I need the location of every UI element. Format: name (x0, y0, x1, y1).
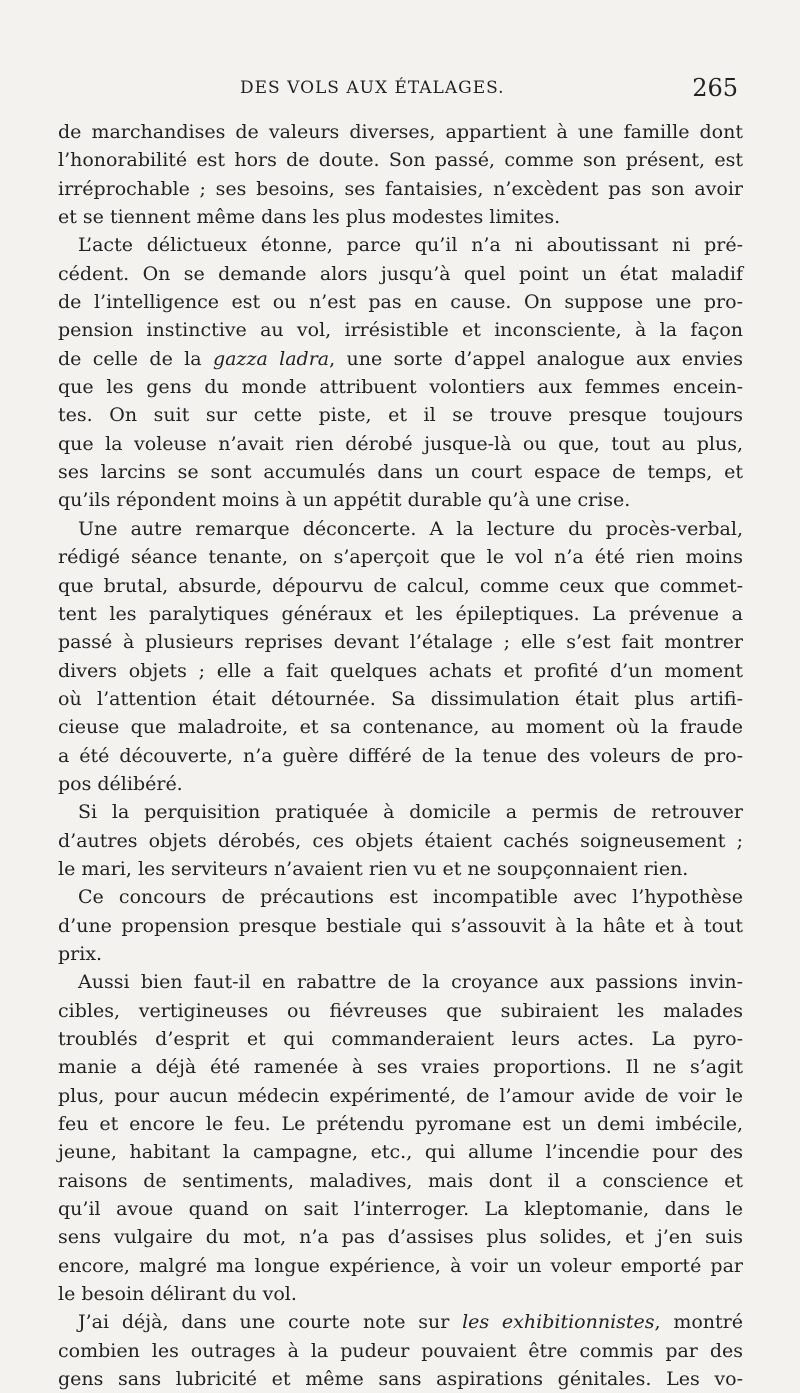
text-line: jeune, habitant la campagne, etc., qui allume l’incendie pour des (58, 1141, 743, 1164)
text-line: Aussi bien faut-il en rabattre de la croyance aux passions invin- (78, 971, 743, 994)
text-line: de marchandises de valeurs diverses, appartient à une famille dont (58, 121, 743, 143)
text-line: de celle de la gazza ladra, une sorte d’appel analogue aux envies (58, 347, 743, 370)
text-line: ses larcins se sont accumulés dans un court espace de temps, et (58, 461, 743, 484)
text-line: manie a déjà été ramenée à ses vraies proportions. Il ne s’agit (58, 1056, 743, 1079)
italic-text: gazza ladra (212, 347, 330, 370)
text-line: cédent. On se demande alors jusqu’à quel point un état maladif (58, 262, 743, 285)
italic-text: les exhibitionnistes (462, 1311, 655, 1334)
text-line: qu’il avoue quand on sait l’interroger. La kleptomanie, dans le (58, 1198, 743, 1221)
text-line: où l’attention était détournée. Sa dissimulation était plus artifi- (58, 687, 743, 710)
text-line: encore, malgré ma longue expérience, à voir un voleur emporté par (58, 1254, 743, 1277)
text-line: combien les outrages à la pudeur pouvaient être commis par des (58, 1339, 743, 1362)
text-line: prix. (58, 942, 103, 965)
text-line: le mari, les serviteurs n’avaient rien vu et ne soupçonnaient rien. (58, 857, 689, 880)
text-line: le besoin délirant du vol. (58, 1283, 297, 1306)
text-line: qu’ils répondent moins à un appétit durable qu’à une crise. (58, 489, 631, 512)
text-line: d’autres objets dérobés, ces objets étaient cachés soigneusement ; (58, 829, 743, 852)
text-line: rédigé séance tenante, on s’aperçoit que le vol n’a été rien moins (58, 546, 743, 569)
text-line: passé à plusieurs reprises devant l’étalage ; elle s’est fait montrer (58, 631, 743, 654)
text-line: troublés d’esprit et qui commanderaient leurs actes. La pyro- (58, 1028, 743, 1050)
page-number: 265 (692, 74, 738, 102)
text-line: Ce concours de précautions est incompatible avec l’hypothèse (78, 886, 743, 909)
running-head (0, 74, 800, 104)
text-line: plus, pour aucun médecin expérimenté, de l’amour avide de voir le (58, 1084, 743, 1107)
text-line: Une autre remarque déconcerte. A la lecture du procès-verbal, (78, 517, 743, 540)
text-line: de l’intelligence est ou n’est pas en cause. On suppose une pro- (58, 291, 743, 314)
text-line: cieuse que maladroite, et sa contenance, au moment où la fraude (58, 716, 743, 739)
text-line: cibles, vertigineuses ou fiévreuses que subiraient les malades (58, 999, 743, 1022)
text-line: que les gens du monde attribuent volontiers aux femmes encein- (58, 376, 743, 399)
text-line: gens sans lubricité et même sans aspirations génitales. Les vo- (58, 1368, 743, 1391)
text-line: tent les paralytiques généraux et les épileptiques. La prévenue a (58, 602, 743, 625)
text-line: pension instinctive au vol, irrésistible et inconsciente, à la façon (58, 319, 743, 342)
text-line: a été découverte, n’a guère différé de la tenue des voleurs de pro- (58, 744, 743, 767)
text-line: divers objets ; elle a fait quelques achats et profité d’un moment (58, 659, 743, 682)
text-line: sens vulgaire du mot, n’a pas d’assises plus solides, et j’en suis (58, 1226, 743, 1249)
running-title: DES VOLS AUX ÉTALAGES. (240, 78, 505, 98)
text-line: et se tiennent même dans les plus modestes limites. (58, 206, 561, 229)
text-line: L’acte délictueux étonne, parce qu’il n’a ni aboutissant ni pré- (78, 234, 743, 257)
body-text (58, 118, 743, 1393)
text-line: d’une propension presque bestiale qui s’assouvit à la hâte et à tout (58, 914, 743, 937)
text-line: J’ai déjà, dans une courte note sur les exhibitionnistes, montré (78, 1311, 743, 1334)
text-line: que la voleuse n’avait rien dérobé jusque-là ou que, tout au plus, (58, 432, 743, 455)
text-line: tes. On suit sur cette piste, et il se trouve presque toujours (58, 404, 743, 427)
text-line: raisons de sentiments, maladives, mais dont il a conscience et (58, 1169, 743, 1192)
text-line: Si la perquisition pratiquée à domicile a permis de retrouver (78, 801, 743, 824)
text-line: l’honorabilité est hors de doute. Son passé, comme son présent, est (58, 149, 743, 172)
text-line: feu et encore le feu. Le prétendu pyromane est un demi imbécile, (58, 1113, 743, 1136)
text-line: que brutal, absurde, dépourvu de calcul, comme ceux que commet- (58, 574, 743, 597)
text-line: pos délibéré. (58, 772, 183, 795)
text-line: irréprochable ; ses besoins, ses fantaisies, n’excèdent pas son avoir (58, 177, 743, 200)
